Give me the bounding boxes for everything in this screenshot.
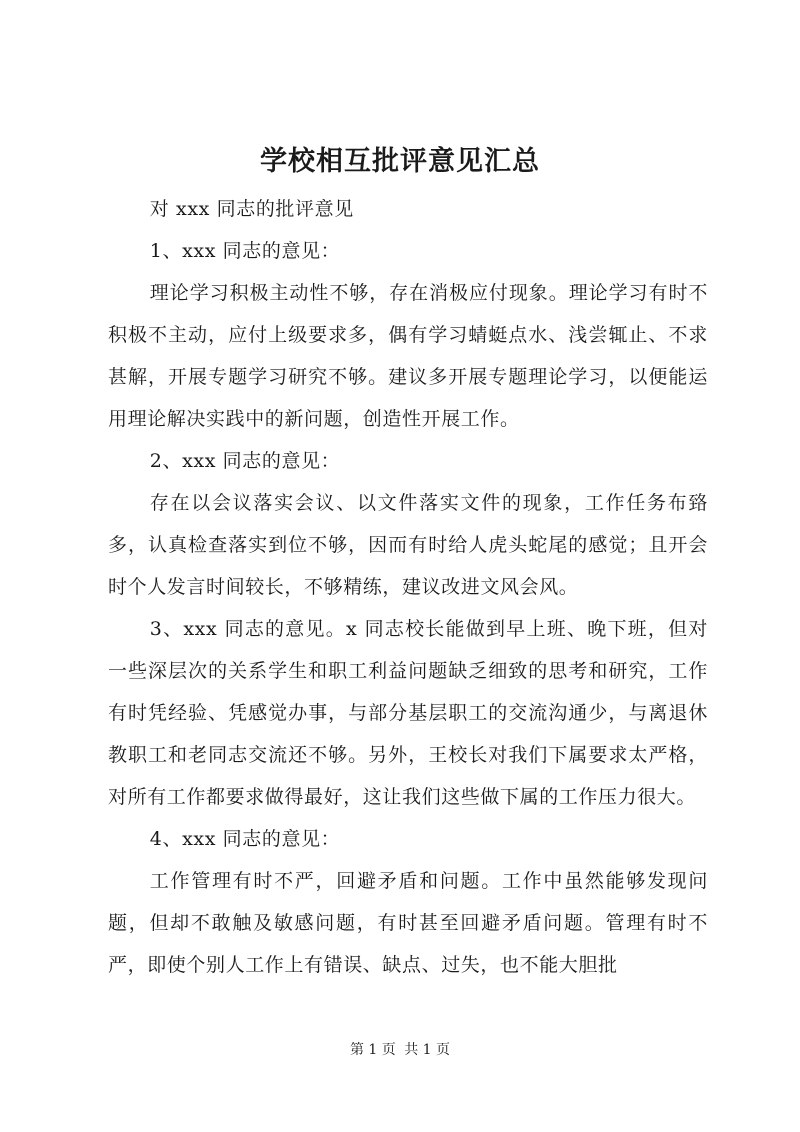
paragraph-opinion-1-heading: 1、xxx 同志的意见： <box>149 240 341 262</box>
paragraph-heading: 对 xxx 同志的批评意见 <box>149 198 354 220</box>
page-number: 第 1 页 <box>349 1042 396 1058</box>
paragraph-opinion-2-heading: 2、xxx 同志的意见： <box>149 450 341 472</box>
paragraph-opinion-4-heading: 4、xxx 同志的意见： <box>149 828 341 850</box>
page-total: 共 1 页 <box>404 1042 451 1058</box>
paragraph-opinion-2-body: 存在以会议落实会议、以文件落实文件的现象，工作任务布臵多，认真检查落实到位不够，因而有时给人虎头蛇尾的感觉；且开会时个人发言时间较长，不够精练，建议改进文风会风。 <box>108 492 708 598</box>
paragraph-opinion-3: 3、xxx 同志的意见。x 同志校长能做到早上班、晚下班，但对一些深层次的关系学生和职工利益问题缺乏细致的思考和研究，工作有时凭经验、凭感觉办事，与部分基层职工的交流沟通少，与离退休教职工和老同志交流还不够。另外，王校长对我们下属要求太严格，对所有工作都要求做得最好，这让我们这些做下属的工作压力很大。 <box>108 618 708 808</box>
document-title: 学校相互批评意见汇总 <box>260 146 540 177</box>
page-footer <box>0 1040 800 1060</box>
paragraph-opinion-4-body: 工作管理有时不严，回避矛盾和问题。工作中虽然能够发现问题，但却不敢触及敏感问题，有时甚至回避矛盾问题。管理有时不严，即使个别人工作上有错误、缺点、过失，也不能大胆批 <box>108 870 708 976</box>
document-body <box>108 188 708 986</box>
paragraph-opinion-1-body: 理论学习积极主动性不够，存在消极应付现象。理论学习有时不积极不主动，应付上级要求多，偶有学习蜻蜓点水、浅尝辄止、不求甚解，开展专题学习研究不够。建议多开展专题理论学习，以便能运用理论解决实践中的新问题，创造性开展工作。 <box>108 282 708 430</box>
